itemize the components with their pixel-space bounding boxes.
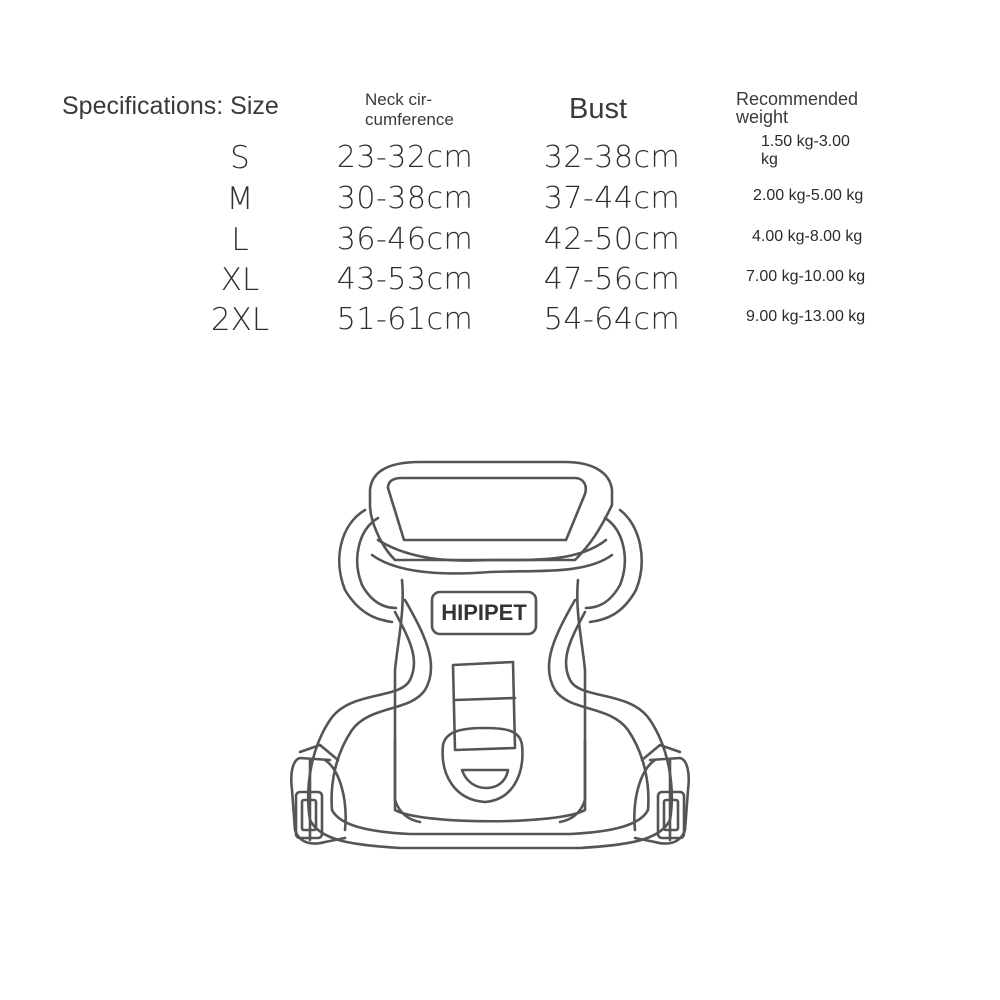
- size-cell: 2XL: [210, 302, 270, 338]
- bust-cell: 42-50cm: [543, 222, 681, 257]
- weight-cell: 2.00 kg-5.00 kg: [753, 187, 864, 204]
- size-cell: S: [230, 140, 250, 176]
- size-row-s: [0, 133, 1000, 180]
- column-header-weight: Recommended weight: [736, 89, 859, 127]
- weight-cell: 9.00 kg-13.00 kg: [746, 308, 866, 325]
- bust-cell: 54-64cm: [543, 302, 681, 337]
- weight-cell: 4.00 kg-8.00 kg: [752, 228, 863, 245]
- neck-cell: 51-61cm: [336, 302, 474, 337]
- size-row-l: [0, 222, 1000, 262]
- size-cell: XL: [220, 262, 260, 298]
- bust-cell: 32-38cm: [543, 140, 681, 175]
- size-row-xl: [0, 262, 1000, 302]
- column-header-neck: Neck cir- cumference: [365, 90, 454, 129]
- size-cell: M: [226, 181, 254, 217]
- weight-cell: 7.00 kg-10.00 kg: [746, 268, 866, 285]
- size-cell: L: [231, 222, 249, 258]
- neck-cell: 23-32cm: [336, 140, 474, 175]
- neck-cell: 36-46cm: [336, 222, 474, 257]
- weight-cell: 1.50 kg-3.00 kg: [761, 133, 850, 168]
- column-header-bust: Bust: [569, 93, 628, 125]
- bust-cell: 47-56cm: [543, 262, 681, 297]
- spec-title: Specifications: Size: [62, 92, 279, 120]
- neck-cell: 43-53cm: [336, 262, 474, 297]
- bust-cell: 37-44cm: [543, 181, 681, 216]
- brand-label: HIPIPET: [441, 600, 527, 625]
- size-row-2xl: [0, 302, 1000, 342]
- size-row-m: [0, 181, 1000, 221]
- neck-cell: 30-38cm: [336, 181, 474, 216]
- harness-illustration: [280, 455, 700, 855]
